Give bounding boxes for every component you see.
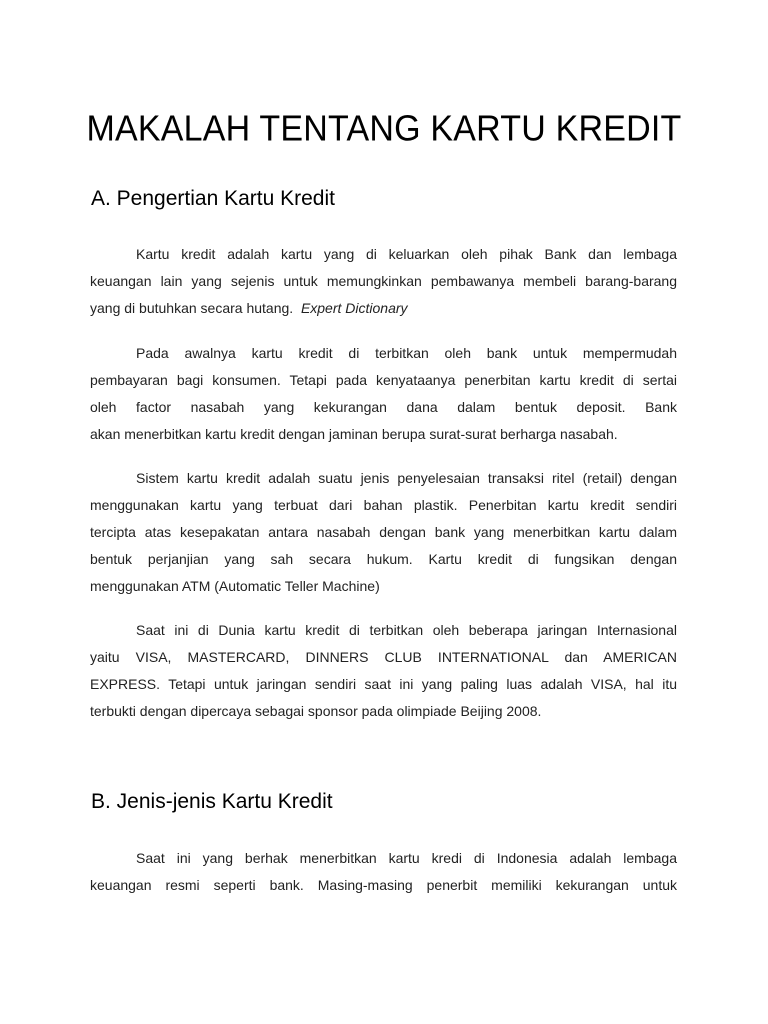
paragraph-issuers	[90, 845, 677, 899]
section-heading-jenis: B. Jenis-jenis Kartu Kredit	[91, 790, 333, 813]
paragraph-line: Pada awalnya kartu kredit di terbitkan oleh bank untuk mempermudah	[136, 345, 677, 361]
paragraph-line: EXPRESS. Tetapi untuk jaringan sendiri saat ini yang paling luas adalah VISA, hal itu	[90, 676, 677, 692]
paragraph-line: pembayaran bagi konsumen. Tetapi pada kenyataanya penerbitan kartu kredit di sertai	[90, 372, 677, 388]
paragraph-line: akan menerbitkan kartu kredit dengan jaminan berupa surat-surat berharga nasabah.	[90, 426, 618, 442]
paragraph-line-with-source	[90, 295, 677, 322]
paragraph-system	[90, 465, 677, 600]
paragraph-line: yaitu VISA, MASTERCARD, DINNERS CLUB INTERNATIONAL dan AMERICAN	[90, 649, 677, 665]
paragraph-line-text: yang di butuhkan secara hutang.	[90, 300, 294, 316]
paragraph-history	[90, 340, 677, 448]
paragraph-line: Saat ini di Dunia kartu kredit di terbitkan oleh beberapa jaringan Internasional	[136, 622, 677, 638]
paragraph-line: Saat ini yang berhak menerbitkan kartu kredi di Indonesia adalah lembaga	[136, 850, 677, 866]
paragraph-line: terbukti dengan dipercaya sebagai sponsor pada olimpiade Beijing 2008.	[90, 703, 542, 719]
paragraph-line: Sistem kartu kredit adalah suatu jenis penyelesaian transaksi ritel (retail) dengan	[136, 470, 677, 486]
section-heading-pengertian: A. Pengertian Kartu Kredit	[91, 187, 335, 210]
paragraph-definition	[90, 241, 677, 322]
paragraph-line: Kartu kredit adalah kartu yang di keluarkan oleh pihak Bank dan lembaga	[136, 246, 677, 262]
citation-source: Expert Dictionary	[300, 300, 408, 316]
paragraph-line: keuangan resmi seperti bank. Masing-masing penerbit memiliki kekurangan untuk	[90, 877, 677, 893]
paragraph-line: tercipta atas kesepakatan antara nasabah dengan bank yang menerbitkan kartu dalam	[90, 524, 677, 540]
paragraph-line: bentuk perjanjian yang sah secara hukum. Kartu kredit di fungsikan dengan	[90, 551, 677, 567]
document-title: MAKALAH TENTANG KARTU KREDIT	[86, 109, 682, 149]
paragraph-line: keuangan lain yang sejenis untuk memungkinkan pembawanya membeli barang-barang	[90, 273, 677, 289]
paragraph-line: menggunakan kartu yang terbuat dari bahan plastik. Penerbitan kartu kredit sendiri	[90, 497, 677, 513]
paragraph-line: menggunakan ATM (Automatic Teller Machine)	[90, 578, 380, 594]
paragraph-line: oleh factor nasabah yang kekurangan dana dalam bentuk deposit. Bank	[90, 399, 677, 415]
paragraph-networks	[90, 617, 677, 725]
